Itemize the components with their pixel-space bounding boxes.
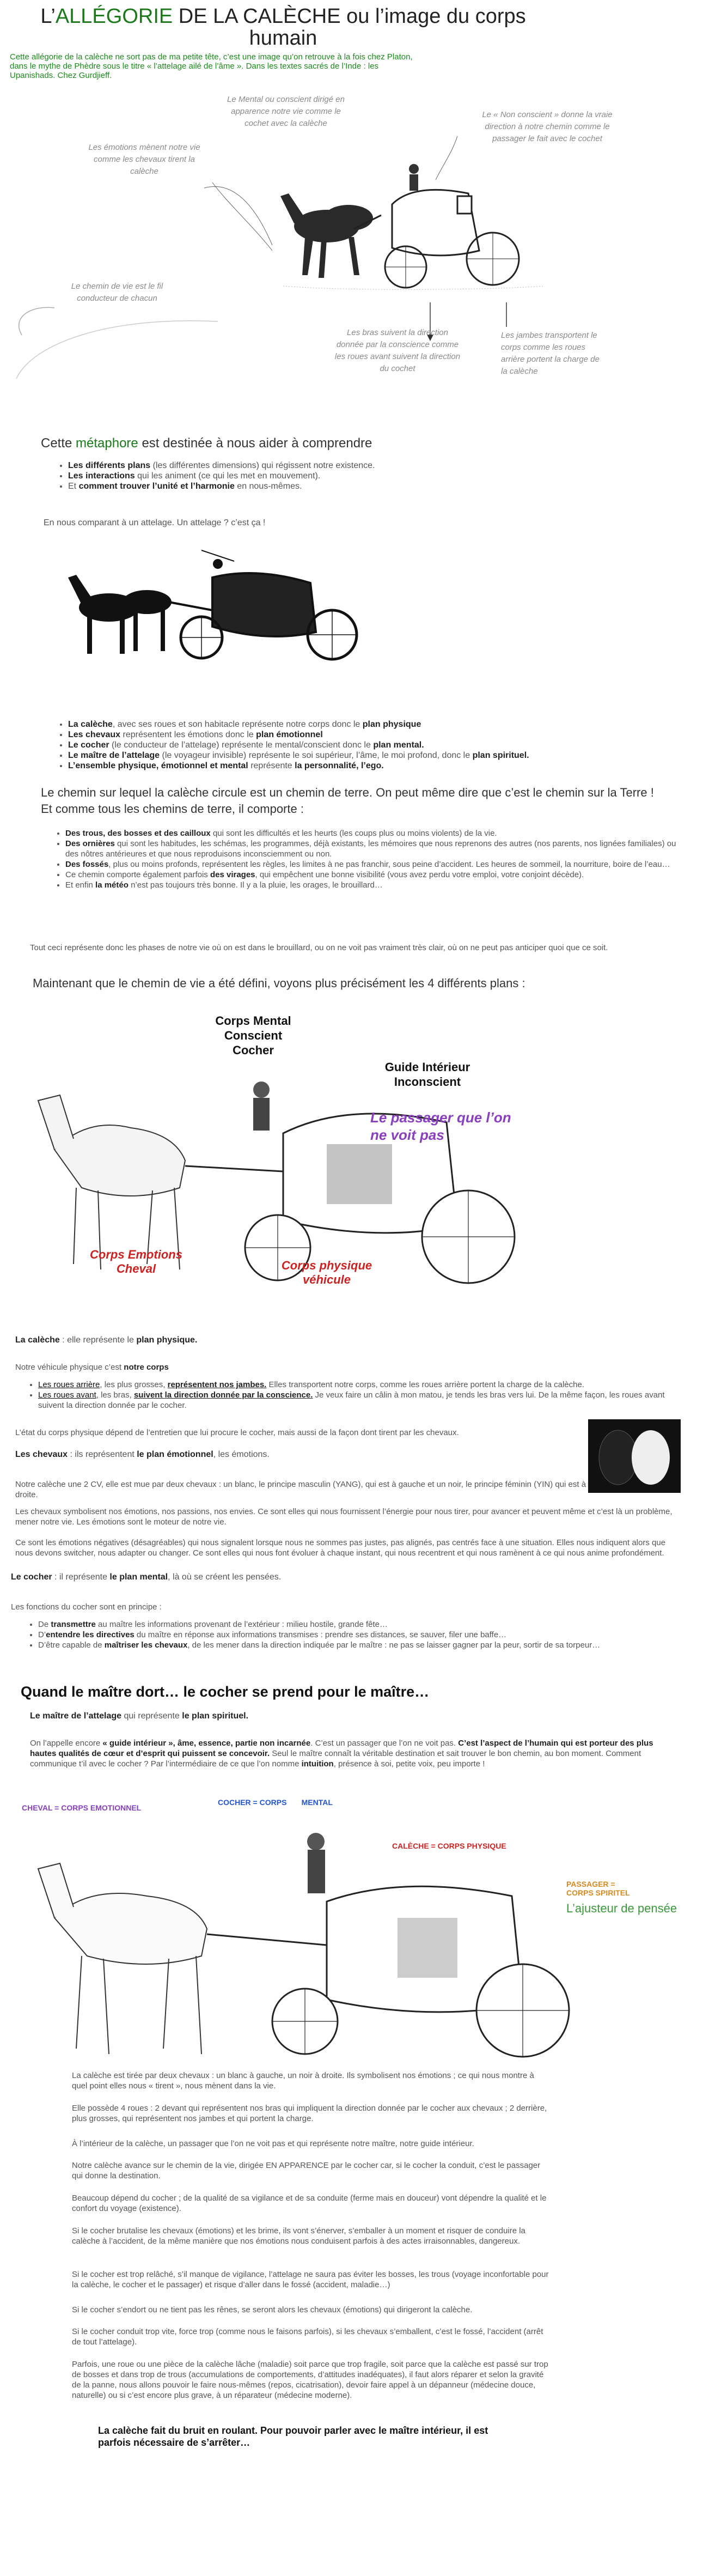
fin-p5: Beaucoup dépend du cocher ; de la qualité de sa vigilance et de sa conduite (ferme mais en douceur) vont dépendre la qualité et le confort du voyage (existence).: [72, 2194, 547, 2213]
roles-list: [56, 719, 694, 771]
fin-p8: Si le cocher s’endort ou ne tient pas les rênes, se seront alors les chevaux (émotions) qui dirigeront la calèche.: [72, 2305, 473, 2314]
list-item: • Ce chemin comporte également parfois des virages, qui empêchent une bonne visibilité (vous avez perdu votre emploi, votre conjoint décède).: [65, 870, 681, 880]
maitre-heading: Quand le maître dort… le cocher se prend pour le maître…: [21, 1684, 430, 1700]
note-bras: Les bras suivent la direction donnée par la conscience comme les roues avant suivent la direction du cochet: [334, 328, 461, 373]
note-nonconscient: Le « Non conscient » donne la vraie direction à notre chemin comme le passager le fait avec le cochet: [482, 110, 613, 143]
fin-p6: Si le cocher brutalise les chevaux (émotions) et les brime, ils vont s’énerver, s’emballer à un moment et risquer de conduire la calèche à l’accident, de la même manière que nos émotions nous conduisent parfois à des actes irraisonnables, dangereux.: [72, 2226, 525, 2246]
label-passager-spirituel: PASSAGER = CORPS SPIRITEL: [566, 1880, 630, 1897]
diagram-caleche-2: [22, 1008, 566, 1313]
note-emotions: Les émotions mènent notre vie comme les chevaux tirent la calèche: [88, 143, 200, 176]
list-item: • Des fossés, plus ou moins profonds, représentent les règles, les limites à ne pas franchir, sous peine d’accident. Les heures de sommeil, la nourriture, boire de l’eau…: [65, 859, 681, 870]
label-corps-emotions: Corps Emotions Cheval: [90, 1248, 182, 1275]
fin-p1: La calèche est tirée par deux chevaux : un blanc à gauche, un noir à droite. Ils symbolisent nos émotions ; ce qui nous montre à quel point elles nous « tirent », nous mènent dans la vie.: [72, 2071, 534, 2091]
list-item: • D’entendre les directives du maître en réponse aux informations transmises : prendre ses distances, se sauver, filer une baffe…: [38, 1630, 681, 1640]
list-item: • Des ornières qui sont les habitudes, les schémas, les programmes, déjà existants, les mémoires que nous reprenons des autres (nos parents, nos lignées familiales) ou des nôtres antérieures et que nous reproduisons inconsciemment ou non.: [65, 839, 681, 859]
list-item: • Les roues arrière, les plus grosses, représentent nos jambes. Elles transportent notre corps, comme les roues arrière portent la charge de la calèche.: [38, 1380, 681, 1390]
fin-p2: Elle possède 4 roues : 2 devant qui représentent nos bras qui impliquent la direction donnée par le cocher aux chevaux ; 2 derrière, plus grosses, qui représentent nos jambes et qui portent la charge.: [72, 2104, 547, 2123]
fonctions-line: Les fonctions du cocher sont en principe :: [11, 1602, 162, 1612]
chevaux-p3: Ce sont les émotions négatives (désagréables) qui nous signalent lorsque nous ne sommes pas justes, pas alignés, pas centrés face à une situation. Elles nous indiquent alors que nous devons switcher, nous adapter ou changer. Ce sont elles qui nous font évoluer à chaque instant, qui nous recentrent et qui nous ramènent à ce qui nous anime profondément.: [15, 1538, 666, 1558]
list-item: • D’être capable de maîtriser les chevaux, de les mener dans la direction indiquée par le maître : ne pas se laisser gagner par la peur, sortir de sa torpeur…: [38, 1640, 681, 1650]
attelage-drawing: [38, 545, 376, 665]
label-guide-interieur: Guide Intérieur Inconscient: [384, 1060, 470, 1089]
list-item: • Et comment trouver l’unité et l’harmonie en nous-mêmes.: [68, 481, 558, 491]
diagram-caleche-1: [0, 87, 703, 398]
fin-p9: Si le cocher conduit trop vite, force trop (comme nous le faisons parfois), si les chevaux s’emballent, c’est le fossé, l’accident (arrêt de tout l’attelage).: [72, 2327, 543, 2347]
cocher-list: [26, 1619, 681, 1650]
list-item: • Des trous, des bosses et des cailloux qui sont les difficultés et les heurts (les coups plus ou moins violents) de la vie.: [65, 828, 681, 839]
chevaux-p2: Les chevaux symbolisent nos émotions, nos passions, nos envies. Ce sont elles qui nous fournissent l’énergie pour nous tirer, pour avancer et peuvent même et c’est là un problème, mener notre vie. Les émotions sont le moteur de notre vie.: [15, 1507, 673, 1527]
cocher-line: Le cocher : il représente le plan mental, là où se créent les pensées.: [11, 1572, 282, 1582]
fin-p3: À l’intérieur de la calèche, un passager que l’on ne voit pas et qui représente notre maître, notre guide intérieur.: [72, 2139, 474, 2148]
chevaux-line: Les chevaux : ils représentent le plan émotionnel, les émotions.: [15, 1450, 270, 1459]
label-corps-physique: Corps physique véhicule: [281, 1259, 372, 1286]
label-cheval-emotionnel: CHEVAL = CORPS EMOTIONNEL: [22, 1803, 142, 1812]
plans-heading: Maintenant que le chemin de vie a été défini, voyons plus précisément les 4 différents plans :: [33, 976, 525, 990]
page-title: L’ALLÉGORIE DE LA CALÈCHE ou l’image du corps humain: [40, 5, 526, 50]
chemin-heading: Le chemin sur lequel la calèche circule est un chemin de terre. On peut même dire que c’est le chemin sur la Terre ! Et comme tous les chemins de terre, il comporte :: [41, 786, 654, 816]
final-line: La calèche fait du bruit en roulant. Pour pouvoir parler avec le maître intérieur, il est parfois nécessaire de s’arrêter…: [98, 2425, 488, 2448]
label-ajusteur: L’ajusteur de pensée: [566, 1901, 677, 1915]
vehicule-line: Notre véhicule physique c’est notre corps: [15, 1363, 169, 1372]
list-item: • Le maître de l’attelage (le voyageur invisible) représente le soi supérieur, l’âme, le moi profond, donc le plan spirituel.: [68, 750, 694, 761]
diagram-caleche-3: [22, 1793, 686, 2065]
label-passager: Le passager que l’on ne voit pas: [370, 1109, 511, 1143]
list-item: • Et enfin la météo n’est pas toujours très bonne. Il y a la pluie, les orages, le brouillard…: [65, 880, 681, 890]
list-item: • De transmettre au maître les informations provenant de l’extérieur : milieu hostile, grande fête…: [38, 1619, 681, 1630]
list-item: • Les chevaux représentent les émotions donc le plan émotionnel: [68, 730, 694, 740]
chemin-summary: Tout ceci représente donc les phases de notre vie où on est dans le brouillard, ou on ne voit pas vraiment très clair, où on ne peut pas anticiper quoi que ce soit.: [30, 943, 608, 952]
list-item: • Les interactions qui les animent (ce qui les met en mouvement).: [68, 471, 558, 481]
list-item: • Les différents plans (les différentes dimensions) qui régissent notre existence.: [68, 460, 558, 471]
list-item: • Les roues avant, les bras, suivent la direction donnée par la conscience. Je veux faire un câlin à mon matou, je tends les bras vers lui. De la même façon, les roues avant suivent la direction donnée par le cocher.: [38, 1390, 681, 1411]
fin-p10: Parfois, une roue ou une pièce de la calèche lâche (maladie) soit parce que trop fragile, soit parce que la calèche est passé sur trop de bosses et dans trop de trous (accumulations de comportements, d’attitudes inadéquates), il faut alors réparer et selon la gravité de la panne, nous allons pouvoir le faire nous-mêmes (repos, cicatrisation), devoir faire appel à un dépanneur (médecine douce, naturelle) ou si c’est encore plus grave, à un réparateur (médecine moderne).: [72, 2360, 548, 2400]
maitre-p1: On l’appelle encore « guide intérieur », âme, essence, partie non incarnée. C’est un passager que l’on ne voit pas. C’est l’aspect de l’humain qui est porteur des plus hautes qualités de cœur et d’esprit qui puissent se concevoir. Seul le maître connaît la véritable destination et sait trouver le bon chemin, au bon moment. Comment communique t’il avec le cocher ? Par l’intermédiaire de ce que l’on nomme intuition, présence à soi, petite voix, peu importe !: [30, 1739, 653, 1769]
roues-list: [26, 1380, 681, 1411]
chemin-list: [53, 828, 681, 890]
label-cocher-mental: COCHER = CORPS MENTAL: [218, 1798, 333, 1807]
caleche-drawing-3: [22, 1793, 686, 2065]
maitre-sub: Le maître de l’attelage qui représente le plan spirituel.: [30, 1711, 249, 1721]
list-item: • La calèche, avec ses roues et son habitacle représente notre corps donc le plan physique: [68, 719, 694, 730]
intro-text: Cette allégorie de la calèche ne sort pas de ma petite tête, c’est une image qu’on retrouve à la fois chez Platon, dans le mythe de Phèdre sous le titre « l’attelage ailé de l’âme ». Dans les textes sacrés de l’Inde : les Upanishads. Chez Gurdjieff.: [10, 52, 413, 80]
label-corps-mental: Corps Mental Conscient Cocher: [215, 1014, 291, 1057]
note-jambes: Les jambes transportent le corps comme les roues arrière portent la charge de la calèche: [501, 331, 600, 376]
chevaux-p1: Notre calèche une 2 CV, elle est mue par deux chevaux : un blanc, le principe masculin (YANG), qui est à gauche et un noir, le principe féminin (YIN) qui est à droite.: [15, 1480, 586, 1499]
metaphore-heading: Cette métaphore est destinée à nous aider à comprendre: [41, 436, 372, 451]
yin-yang-horses-image: [588, 1419, 681, 1493]
fin-p4: Notre calèche avance sur le chemin de la vie, dirigée EN APPARENCE par le cocher car, si le cocher la conduit, c’est le passager qui donne la destination.: [72, 2161, 541, 2180]
note-mental: Le Mental ou conscient dirigé en apparence notre vie comme le cochet avec la calèche: [227, 95, 345, 128]
list-item: • L’ensemble physique, émotionnel et mental représente la personnalité, l’ego.: [68, 761, 694, 771]
note-chemin: Le chemin de vie est le fil conducteur de chacun: [71, 282, 163, 303]
etat-line: L’état du corps physique dépend de l’entretien que lui procure le cocher, mais aussi de la façon dont tirent par les chevaux.: [15, 1428, 459, 1437]
fin-p7: Si le cocher est trop relâché, s’il manque de vigilance, l’attelage ne saura pas éviter les bosses, les trous (voyage inconfortable pour la calèche, le cocher et le passager) et risque d’aller dans le fossé (accident, maladie…): [72, 2270, 549, 2289]
metaphore-list: [56, 460, 558, 491]
label-caleche-physique: CALÈCHE = CORPS PHYSIQUE: [392, 1842, 506, 1850]
caleche-line: La calèche : elle représente le plan physique.: [15, 1335, 198, 1345]
list-item: • Le cocher (le conducteur de l’attelage) représente le mental/conscient donc le plan mental.: [68, 740, 694, 750]
compare-text: En nous comparant à un attelage. Un attelage ? c’est ça !: [44, 518, 266, 527]
